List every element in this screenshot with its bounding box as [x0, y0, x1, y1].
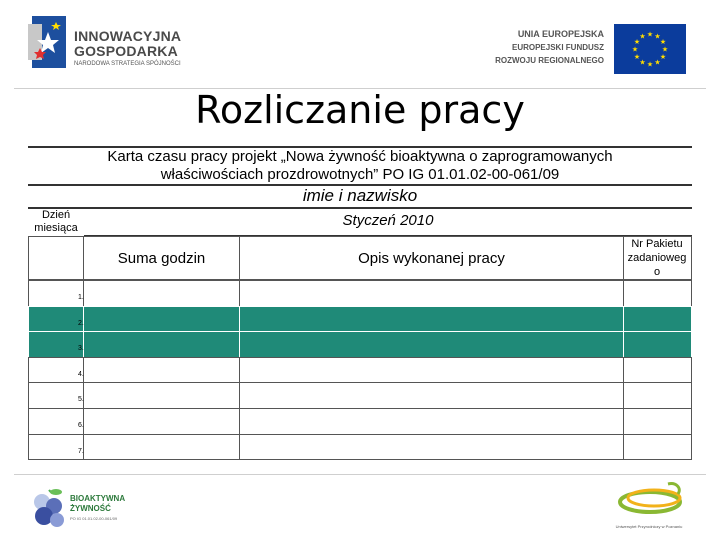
row-day-cell — [28, 357, 84, 384]
row-package-cell[interactable] — [623, 357, 692, 384]
row-day-label: 6. — [78, 422, 84, 429]
row-package-cell[interactable] — [623, 382, 692, 409]
column-header-package-line2: zadanioweg — [627, 252, 687, 264]
row-package-cell[interactable] — [623, 306, 692, 333]
row-package-cell[interactable] — [623, 408, 692, 435]
column-header-hours: Suma godzin — [117, 250, 206, 267]
day-label-line2: miesiąca — [34, 222, 78, 234]
row-day-cell — [28, 434, 84, 461]
row-day-label: 7. — [78, 447, 84, 455]
row-hours-cell[interactable] — [83, 331, 240, 358]
eu-logo-line2: EUROPEJSKI FUNDUSZ — [511, 43, 604, 52]
university-logo-text: Uniwersytet Przyrodniczy w Poznaniu — [615, 524, 683, 529]
eu-star-icon: ★ — [639, 33, 646, 41]
row-description-cell[interactable] — [239, 408, 624, 435]
eu-star-icon: ★ — [639, 59, 646, 67]
eu-star-icon: ★ — [633, 54, 641, 61]
row-day-label: 1. — [78, 294, 84, 301]
bio-logo-line1: BIOAKTYWNA — [70, 494, 126, 503]
eu-star-icon: ★ — [659, 39, 667, 46]
footer — [0, 474, 720, 540]
row-hours-cell[interactable] — [83, 306, 240, 333]
row-day-label: 4. — [78, 370, 84, 378]
row-day-cell — [28, 331, 84, 358]
header — [0, 0, 720, 88]
day-label-line1: Dzień — [41, 209, 71, 221]
row-day-cell — [28, 382, 84, 409]
month-label: Styczeń 2010 — [342, 212, 434, 229]
row-hours-cell[interactable] — [83, 434, 240, 461]
column-header-package-line3: o — [653, 266, 661, 278]
column-header-package-line1: Nr Pakietu — [631, 238, 683, 250]
row-day-label: 5. — [78, 396, 84, 404]
eu-logo-line1: UNIA EUROPEJSKA — [517, 29, 604, 39]
employee-name-label: imie i nazwisko — [302, 186, 418, 205]
row-day-cell — [28, 408, 84, 435]
row-hours-cell[interactable] — [83, 280, 240, 307]
row-day-label: 2. — [78, 319, 84, 327]
row-day-cell — [28, 306, 84, 333]
ig-logo-line1: INNOWACYJNA — [74, 28, 182, 44]
row-package-cell[interactable] — [623, 280, 692, 307]
column-header-description: Opis wykonanej pracy — [358, 250, 505, 267]
page-title: Rozliczanie pracy — [195, 88, 525, 132]
eu-star-icon: ★ — [646, 31, 654, 39]
row-day-cell — [28, 280, 84, 307]
ig-logo-line2: GOSPODARKA — [74, 43, 178, 59]
university-swoosh-icon — [610, 478, 688, 522]
eu-logo-text — [495, 28, 604, 67]
footer-divider — [14, 474, 706, 475]
header-day-cell — [28, 236, 84, 280]
row-day-label: 3. — [78, 345, 84, 353]
bio-logo-line2: ŻYWNOŚĆ — [70, 504, 111, 513]
row-description-cell[interactable] — [239, 357, 624, 384]
innowacyjna-gospodarka-emblem-icon — [28, 14, 68, 70]
bioaktywna-berries-icon — [30, 486, 68, 530]
eu-star-icon: ★ — [631, 46, 639, 54]
bioaktywna-zywnosc-logo — [30, 482, 170, 532]
eu-star-icon: ★ — [633, 39, 641, 46]
eu-logo-line3: ROZWOJU REGIONALNEGO — [495, 56, 604, 65]
eu-star-icon: ★ — [646, 61, 654, 69]
form-caption-line2: właściwościach prozdrowotnych” PO IG 01.01.02-00-061/09 — [160, 166, 560, 183]
university-logo — [604, 478, 694, 534]
row-package-cell[interactable] — [623, 331, 692, 358]
row-description-cell[interactable] — [239, 306, 624, 333]
column-header-package — [619, 237, 695, 279]
day-label — [28, 209, 84, 235]
ig-logo-line3: NARODOWA STRATEGIA SPÓJNOŚCI — [74, 61, 181, 67]
form-name-rule — [28, 207, 692, 209]
bio-logo-line3: PO IG 01.01.02-00-061/09 — [70, 516, 118, 521]
row-hours-cell[interactable] — [83, 408, 240, 435]
eu-star-icon: ★ — [654, 59, 661, 67]
row-description-cell[interactable] — [239, 382, 624, 409]
row-package-cell[interactable] — [623, 434, 692, 461]
eu-flag-icon — [614, 24, 686, 74]
innowacyjna-gospodarka-logo — [28, 12, 228, 74]
timesheet-form — [28, 146, 692, 458]
eu-star-icon: ★ — [659, 54, 667, 61]
row-description-cell[interactable] — [239, 434, 624, 461]
form-caption-line1: Karta czasu pracy projekt „Nowa żywność bioaktywna o zaprogramowanych — [107, 148, 613, 165]
row-hours-cell[interactable] — [83, 357, 240, 384]
row-description-cell[interactable] — [239, 331, 624, 358]
row-hours-cell[interactable] — [83, 382, 240, 409]
eu-star-icon: ★ — [661, 46, 669, 54]
eu-star-icon: ★ — [654, 33, 661, 41]
eu-logo — [476, 24, 686, 76]
row-description-cell[interactable] — [239, 280, 624, 307]
